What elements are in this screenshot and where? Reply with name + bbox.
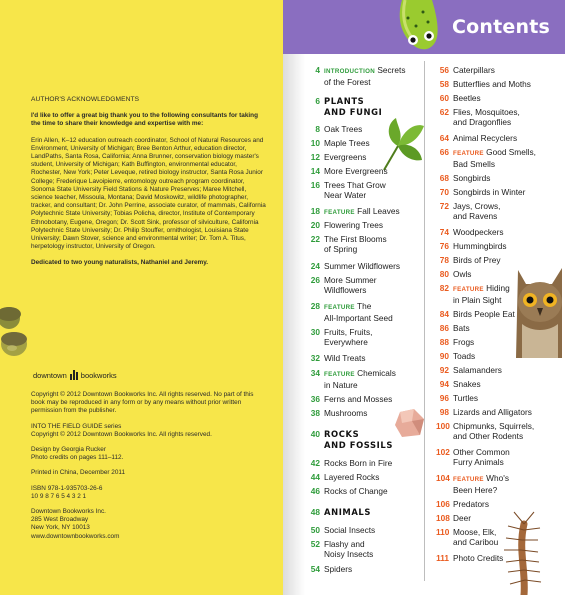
entry-title bbox=[453, 527, 498, 547]
toc-entry bbox=[436, 473, 509, 495]
entry-title-line: Mushrooms bbox=[324, 408, 368, 418]
entry-title-line: Flies, Mosquitoes, bbox=[453, 107, 520, 117]
acknowledgments-block bbox=[31, 96, 269, 276]
entry-title-line: of the Forest bbox=[324, 77, 371, 87]
entry-title bbox=[453, 173, 490, 183]
section-title-line: PLANTS bbox=[324, 96, 365, 106]
entry-title bbox=[324, 124, 362, 134]
page-number: 24 bbox=[310, 261, 320, 271]
website: www.downtownbookworks.com bbox=[31, 532, 120, 540]
contents-title: Contents bbox=[452, 16, 551, 38]
page-number: 26 bbox=[310, 275, 320, 285]
entry-title bbox=[453, 79, 531, 89]
toc-entry bbox=[436, 499, 489, 509]
entry-title bbox=[324, 261, 400, 271]
toc-entry bbox=[305, 166, 388, 176]
toc-entry bbox=[436, 201, 500, 221]
toc-entry bbox=[305, 539, 373, 559]
page-number: 52 bbox=[310, 539, 320, 549]
entry-title-line: and Caribou bbox=[453, 537, 499, 547]
entry-title-line: All-Important Seed bbox=[324, 313, 393, 323]
toc-entry bbox=[305, 234, 387, 254]
acorns-image bbox=[0, 300, 32, 360]
entry-tag: FEATURE bbox=[324, 209, 355, 216]
page-number: 72 bbox=[439, 201, 449, 211]
centipede-image bbox=[494, 510, 564, 595]
entry-title bbox=[453, 351, 475, 361]
page-number: 14 bbox=[310, 166, 320, 176]
page-number: 84 bbox=[439, 309, 449, 319]
acknowledgments-title: AUTHOR'S ACKNOWLEDGMENTS bbox=[31, 96, 140, 103]
series-copyright-text: Copyright © 2012 Downtown Bookworks Inc. All rights reserved. bbox=[31, 430, 212, 438]
entry-title-line: Noisy Insects bbox=[324, 549, 374, 559]
address-line-1: Downtown Bookworks Inc. bbox=[31, 508, 106, 516]
entry-title-line: Summer Wildflowers bbox=[324, 261, 401, 271]
section-title-line: ROCKS bbox=[324, 429, 360, 439]
toc-entry bbox=[436, 269, 471, 279]
page-number: 34 bbox=[310, 368, 320, 378]
entry-title bbox=[324, 327, 372, 347]
entry-title bbox=[324, 301, 393, 323]
page-number: 68 bbox=[439, 173, 449, 183]
toc-entry bbox=[436, 227, 504, 237]
toc-entry bbox=[436, 421, 534, 441]
entry-title bbox=[453, 283, 510, 305]
toc-left-column bbox=[305, 61, 425, 581]
entry-title bbox=[324, 458, 392, 468]
entry-title-line: Animal Recyclers bbox=[453, 133, 518, 143]
entry-tag: FEATURE bbox=[453, 150, 484, 157]
toc-entry bbox=[436, 351, 475, 361]
entry-tag: FEATURE bbox=[324, 371, 355, 378]
entry-title-line: Oak Trees bbox=[324, 124, 363, 134]
entry-title-line: Flashy and bbox=[324, 539, 365, 549]
entry-tag: FEATURE bbox=[453, 476, 484, 483]
toc-section-heading bbox=[305, 507, 371, 518]
entry-title-line: and Ravens bbox=[453, 211, 498, 221]
entry-title-line: Trees That Grow bbox=[324, 180, 386, 190]
page-number: 82 bbox=[439, 283, 449, 293]
toc-entry bbox=[436, 527, 498, 547]
entry-tag: FEATURE bbox=[324, 304, 355, 311]
entry-title bbox=[453, 447, 510, 467]
toc-entry bbox=[305, 564, 352, 574]
page-number: 6 bbox=[315, 96, 320, 106]
entry-title bbox=[324, 206, 400, 218]
page-number: 42 bbox=[310, 458, 320, 468]
entry-title-line: Moose, Elk, bbox=[453, 527, 497, 537]
entry-title bbox=[324, 525, 375, 535]
entry-title-line: Other Common bbox=[453, 447, 510, 457]
page-number: 74 bbox=[439, 227, 449, 237]
series-name: INTO THE FIELD GUIDE series bbox=[31, 422, 122, 430]
entry-title-line: of Spring bbox=[324, 244, 358, 254]
entry-title bbox=[453, 379, 481, 389]
page-number: 98 bbox=[439, 407, 449, 417]
entry-title bbox=[453, 337, 474, 347]
toc-entry bbox=[436, 407, 532, 417]
designer: Design by Georgia Rucker bbox=[31, 446, 106, 454]
toc-entry bbox=[436, 93, 481, 103]
toc-entry bbox=[436, 379, 481, 389]
toc-entry bbox=[305, 327, 372, 347]
toc-entry bbox=[436, 173, 490, 183]
entry-title-line: Beetles bbox=[453, 93, 481, 103]
entry-title-line: Woodpeckers bbox=[453, 227, 504, 237]
entry-title bbox=[324, 539, 373, 559]
entry-title-line: Flowering Trees bbox=[324, 220, 384, 230]
address-line-2: 285 West Broadway bbox=[31, 516, 89, 524]
entry-title-line: Owls bbox=[453, 269, 472, 279]
entry-title-line: Rocks of Change bbox=[324, 486, 388, 496]
page-number: 100 bbox=[436, 421, 450, 431]
entry-title-line: Bats bbox=[453, 323, 470, 333]
page-number: 86 bbox=[439, 323, 449, 333]
photo-credits-note: Photo credits on pages 111–112. bbox=[31, 454, 124, 462]
toc-entry bbox=[436, 147, 536, 169]
entry-title bbox=[453, 407, 532, 417]
isbn: ISBN 978-1-935703-26-6 bbox=[31, 484, 103, 492]
page-number: 64 bbox=[439, 133, 449, 143]
entry-title-line: Frogs bbox=[453, 337, 475, 347]
entry-title-line: Wild Treats bbox=[324, 353, 366, 363]
page-number: 56 bbox=[439, 65, 449, 75]
page-number: 8 bbox=[315, 124, 320, 134]
page-number: 20 bbox=[310, 220, 320, 230]
entry-title-line: The First Blooms bbox=[324, 234, 387, 244]
page-number: 80 bbox=[439, 269, 449, 279]
toc-entry bbox=[436, 241, 506, 251]
entry-title-line: More Evergreens bbox=[324, 166, 388, 176]
page-number: 106 bbox=[436, 499, 450, 509]
page-number: 16 bbox=[310, 180, 320, 190]
entry-title-line: in Plain Sight bbox=[453, 295, 502, 305]
toc-entry bbox=[436, 187, 525, 197]
entry-title bbox=[453, 133, 517, 143]
entry-title bbox=[453, 93, 481, 103]
entry-title-line: and Dragonflies bbox=[453, 117, 512, 127]
page-number: 92 bbox=[439, 365, 449, 375]
entry-title-line: Predators bbox=[453, 499, 489, 509]
entry-title bbox=[324, 166, 388, 176]
page-number: 38 bbox=[310, 408, 320, 418]
address-line-3: New York, NY 10013 bbox=[31, 524, 90, 532]
toc-entry bbox=[436, 309, 515, 319]
toc-entry bbox=[436, 283, 510, 305]
section-title bbox=[324, 507, 371, 518]
entry-title-line: Birds People Eat bbox=[453, 309, 515, 319]
toc-entry bbox=[436, 133, 517, 143]
page-number: 111 bbox=[436, 553, 449, 563]
toc-entry bbox=[305, 65, 406, 87]
entry-title-line: Who's bbox=[486, 473, 509, 483]
page-number: 78 bbox=[439, 255, 449, 265]
page-number: 60 bbox=[439, 93, 449, 103]
page-number: 54 bbox=[310, 564, 320, 574]
entry-title bbox=[453, 201, 500, 221]
toc-entry bbox=[305, 525, 375, 535]
entry-title bbox=[453, 269, 471, 279]
copyright-block bbox=[31, 391, 266, 548]
copyright-text: Copyright © 2012 Downtown Bookworks Inc. All rights reserved. No part of this book may be reproduced in any form or by any means without prior written permission from the publisher. bbox=[31, 391, 254, 415]
entry-title bbox=[324, 486, 388, 496]
toc-entry bbox=[305, 394, 392, 404]
dedication: Dedicated to two young naturalists, Nathaniel and Jeremy. bbox=[31, 259, 209, 267]
toc-entry bbox=[305, 180, 386, 200]
page-number: 10 bbox=[310, 138, 320, 148]
entry-title-line: The bbox=[357, 301, 372, 311]
entry-title-line: Chemicals bbox=[357, 368, 396, 378]
toc-entry bbox=[305, 408, 367, 418]
entry-title-line: Photo Credits bbox=[453, 553, 504, 563]
section-title-line: AND FOSSILS bbox=[324, 440, 393, 450]
toc-entry bbox=[436, 337, 474, 347]
address-block bbox=[31, 508, 266, 541]
entry-title-line: Jays, Crows, bbox=[453, 201, 501, 211]
entry-title bbox=[453, 241, 506, 251]
entry-title-line: Birds of Prey bbox=[453, 255, 501, 265]
page-number: 36 bbox=[310, 394, 320, 404]
page-number: 48 bbox=[310, 507, 320, 517]
entry-title bbox=[453, 227, 504, 237]
toc-entry bbox=[305, 220, 383, 230]
entry-title bbox=[453, 65, 495, 75]
page-number: 96 bbox=[439, 393, 449, 403]
page-number: 32 bbox=[310, 353, 320, 363]
section-title-line: AND FUNGI bbox=[324, 107, 383, 117]
entry-title bbox=[324, 180, 386, 200]
entry-title bbox=[324, 138, 370, 148]
acknowledgments-body: Erin Allen, K–12 education outreach coordinator, School of Natural Resources and Environment, University of Michigan; Bree Benton Arthur, education director, LandPaths, Santa Rosa, California; Anna Brunner, conservation biology master's student, University of Michigan; Kath Buffington, environmental educator, Rochester, New York; Peter Leveque, retired biology instructor, Santa Rosa Junior College; Frederique Lavoipierre, entomology outreach program coordinator, Sonoma State University Field Stations & Nature Preserves; Maree Mitchell, science teacher, Missoula, Montana; David Moskowitz, wildlife photographer, tracker, and consultant; Dr. John Perrine, associate curator, of mammals, California Polytechnic State University; Tobias Policha, director, Institute of Contemporary Ethnobotany, Eugene, Oregon; Dr. Scott Sink, professor of silviculture, California Polytechnic State University; Dr. Philip Stouffer, ornithologist, Louisiana State University; Dawn Stover, science and environmental writer; Dr. Tom A. Titus, herpetology instructor, University of Oregon. bbox=[31, 136, 266, 251]
entry-title-line: Hummingbirds bbox=[453, 241, 507, 251]
page-number: 12 bbox=[310, 152, 320, 162]
page-number: 94 bbox=[439, 379, 449, 389]
entry-title-line: Salamanders bbox=[453, 365, 502, 375]
section-title bbox=[324, 96, 382, 118]
entry-title bbox=[324, 353, 366, 363]
page-number: 66 bbox=[439, 147, 449, 157]
toc-entry bbox=[436, 65, 495, 75]
spine-shadow bbox=[283, 0, 305, 595]
entry-tag: FEATURE bbox=[453, 286, 484, 293]
entry-title-line: Butterflies and Moths bbox=[453, 79, 531, 89]
page-number: 44 bbox=[310, 472, 320, 482]
page-number: 62 bbox=[439, 107, 449, 117]
entry-title bbox=[453, 323, 470, 333]
entry-title bbox=[324, 394, 392, 404]
toc-entry bbox=[436, 255, 501, 265]
page-number: 90 bbox=[439, 351, 449, 361]
page-number: 88 bbox=[439, 337, 449, 347]
entry-title bbox=[453, 107, 520, 127]
entry-title-line: and Other Rodents bbox=[453, 431, 524, 441]
entry-tag: INTRODUCTION bbox=[324, 68, 376, 75]
section-title bbox=[324, 429, 393, 451]
owl-image bbox=[512, 262, 565, 358]
caterpillar-image bbox=[388, 0, 446, 58]
entry-title-line: Social Insects bbox=[324, 525, 376, 535]
page-number: 108 bbox=[436, 513, 450, 523]
entry-title bbox=[453, 421, 534, 441]
toc-entry bbox=[436, 513, 471, 523]
page-number: 22 bbox=[310, 234, 320, 244]
entry-title-line: Fruits, Fruits, bbox=[324, 327, 373, 337]
entry-title bbox=[324, 152, 366, 162]
entry-title bbox=[453, 365, 502, 375]
entry-title-line: Hiding bbox=[486, 283, 510, 293]
toc-entry bbox=[305, 124, 362, 134]
toc-entry bbox=[305, 206, 400, 218]
entry-title-line: Turtles bbox=[453, 393, 479, 403]
publisher-word-downtown: downtown bbox=[33, 370, 67, 380]
toc-entry bbox=[305, 261, 400, 271]
entry-title bbox=[453, 553, 503, 563]
page-number: 76 bbox=[439, 241, 449, 251]
toc-entry bbox=[305, 368, 396, 390]
entry-title-line: Good Smells, bbox=[486, 147, 536, 157]
toc-entry bbox=[305, 275, 377, 295]
toc-entry bbox=[436, 393, 478, 403]
entry-title-line: Toads bbox=[453, 351, 476, 361]
page-number: 18 bbox=[310, 206, 320, 216]
entry-title bbox=[453, 187, 525, 197]
entry-title bbox=[324, 275, 377, 295]
toc-section-heading bbox=[305, 96, 382, 118]
entry-title bbox=[453, 255, 501, 265]
entry-title-line: Chipmunks, Squirrels, bbox=[453, 421, 535, 431]
entry-title bbox=[324, 65, 406, 87]
page-number: 46 bbox=[310, 486, 320, 496]
entry-title bbox=[453, 393, 478, 403]
entry-title-line: Evergreens bbox=[324, 152, 367, 162]
toc-entry bbox=[436, 107, 520, 127]
page-number: 58 bbox=[439, 79, 449, 89]
page-number: 104 bbox=[436, 473, 450, 483]
publisher-word-bookworks: bookworks bbox=[80, 370, 117, 380]
entry-title-line: Everywhere bbox=[324, 337, 368, 347]
toc-entry bbox=[305, 486, 388, 496]
entry-title-line: Layered Rocks bbox=[324, 472, 380, 482]
series-copyright bbox=[31, 423, 266, 439]
toc-entry bbox=[436, 365, 502, 375]
entry-title-line: Wildflowers bbox=[324, 285, 367, 295]
entry-title-line: Spiders bbox=[324, 564, 353, 574]
page-number: 28 bbox=[310, 301, 320, 311]
printing-line: 10 9 8 7 6 5 4 3 2 1 bbox=[31, 492, 87, 500]
toc-entry bbox=[305, 458, 392, 468]
entry-title bbox=[453, 499, 489, 509]
toc-section-heading bbox=[305, 429, 393, 451]
toc-entry bbox=[436, 323, 470, 333]
toc-entry bbox=[436, 447, 510, 467]
entry-title-line: Maple Trees bbox=[324, 138, 370, 148]
toc-entry bbox=[305, 138, 370, 148]
page-number: 30 bbox=[310, 327, 320, 337]
toc-entry bbox=[436, 79, 531, 89]
entry-title-line: Secrets bbox=[377, 65, 406, 75]
entry-title bbox=[324, 408, 367, 418]
entry-title-line: Deer bbox=[453, 513, 471, 523]
entry-title-line: Songbirds in Winter bbox=[453, 187, 526, 197]
design-credits bbox=[31, 446, 266, 462]
entry-title-line: Ferns and Mosses bbox=[324, 394, 393, 404]
entry-title-line: in Nature bbox=[324, 380, 358, 390]
entry-title-line: Been Here? bbox=[453, 485, 498, 495]
publisher-logo bbox=[33, 370, 117, 380]
isbn-block bbox=[31, 485, 266, 501]
page-number: 70 bbox=[439, 187, 449, 197]
toc-entry bbox=[305, 472, 379, 482]
entry-title bbox=[324, 220, 383, 230]
page-number: 102 bbox=[436, 447, 450, 457]
section-title-line: ANIMALS bbox=[324, 507, 371, 517]
entry-title bbox=[324, 234, 387, 254]
entry-title-line: Fall Leaves bbox=[357, 206, 400, 216]
entry-title-line: Furry Animals bbox=[453, 457, 504, 467]
entry-title-line: More Summer bbox=[324, 275, 377, 285]
toc-entry bbox=[305, 301, 393, 323]
page-number: 50 bbox=[310, 525, 320, 535]
acknowledgments-intro: I'd like to offer a great big thank you to the following consultants for taking the time to share their knowledge and expertise with me: bbox=[31, 112, 258, 128]
page-number: 4 bbox=[315, 65, 320, 75]
toc-entry bbox=[305, 152, 366, 162]
entry-title-line: Lizards and Alligators bbox=[453, 407, 532, 417]
entry-title bbox=[324, 472, 379, 482]
entry-title-line: Bad Smells bbox=[453, 159, 495, 169]
building-icon bbox=[70, 370, 78, 380]
toc-entry bbox=[436, 553, 503, 563]
page-number: 110 bbox=[436, 527, 450, 537]
entry-title-line: Rocks Born in Fire bbox=[324, 458, 393, 468]
entry-title-line: Songbirds bbox=[453, 173, 491, 183]
entry-title bbox=[324, 564, 352, 574]
printed-line: Printed in China, December 2011 bbox=[31, 469, 126, 477]
entry-title-line: Caterpillars bbox=[453, 65, 495, 75]
entry-title bbox=[453, 309, 515, 319]
entry-title bbox=[453, 473, 509, 495]
page-number: 40 bbox=[310, 429, 320, 439]
toc-entry bbox=[305, 353, 366, 363]
entry-title bbox=[453, 513, 471, 523]
entry-title-line: Snakes bbox=[453, 379, 481, 389]
entry-title-line: Near Water bbox=[324, 190, 367, 200]
entry-title bbox=[453, 147, 536, 169]
entry-title bbox=[324, 368, 396, 390]
